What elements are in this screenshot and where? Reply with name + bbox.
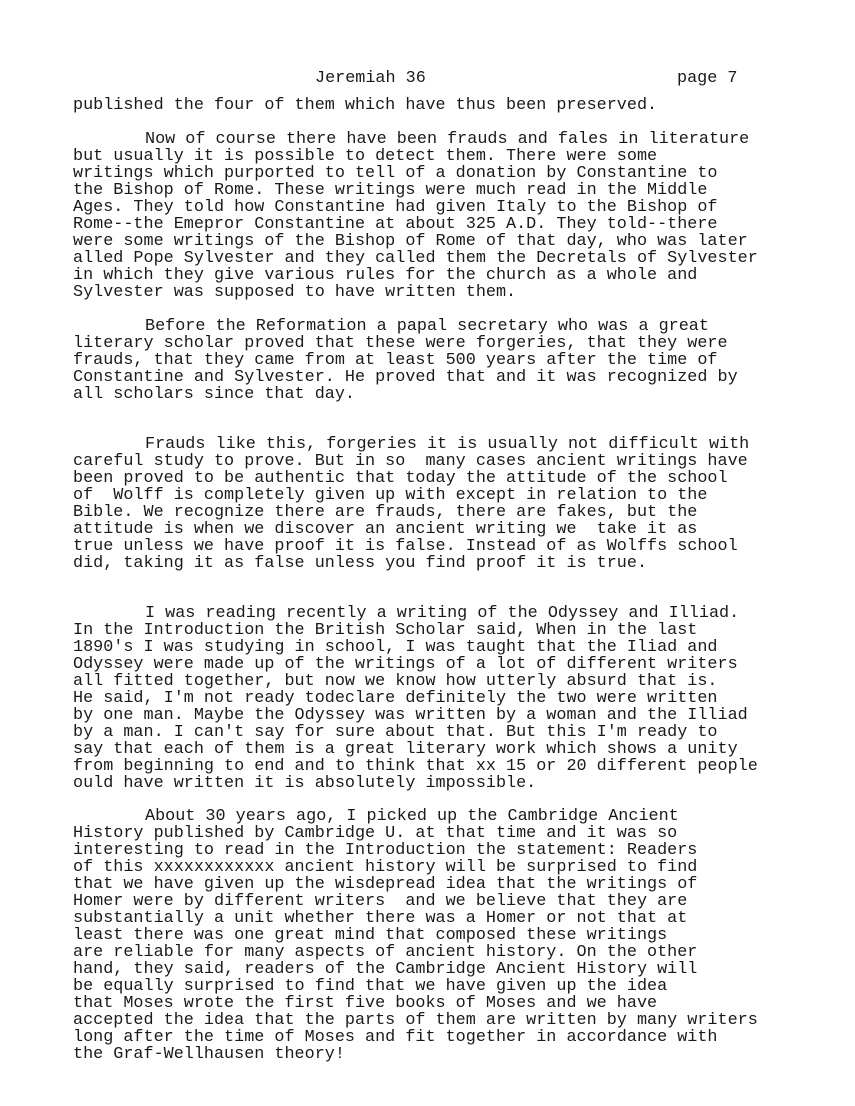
page-number: page 7 [677, 69, 738, 88]
text-line: of this xxxxxxxxxxxx ancient history will be surprised to find [73, 858, 698, 877]
document-body [73, 97, 758, 1063]
text-line: published the four of them which have thus been preserved. [73, 96, 658, 115]
text-line: Constantine and Sylvester. He proved that and it was recognized by [73, 368, 738, 387]
text-line: substantially a unit whether there was a Homer or not that at [73, 909, 688, 928]
text-line: attitude is when we discover an ancient writing we take it as [73, 520, 698, 539]
text-line: careful study to prove. But in so many cases ancient writings have [73, 452, 748, 471]
text-line: Frauds like this, forgeries it is usually not difficult with [145, 435, 750, 454]
text-line: interesting to read in the Introduction the statement: Readers [73, 841, 698, 860]
text-line: the Graf-Wellhausen theory! [73, 1045, 345, 1064]
text-line: 1890's I was studying in school, I was taught that the Iliad and [73, 638, 718, 657]
text-line: all scholars since that day. [73, 385, 355, 404]
text-line: but usually it is possible to detect them. There were some [73, 147, 658, 166]
text-line: He said, I'm not ready todeclare definitely the two were written [73, 689, 718, 708]
text-line: Rome--the Emepror Constantine at about 325 A.D. They told--there [73, 215, 718, 234]
text-line: true unless we have proof it is false. Instead of as Wolffs school [73, 537, 738, 556]
paragraph [73, 808, 758, 1063]
text-line: from beginning to end and to think that xx 15 or 20 different people [73, 757, 758, 776]
text-line: by one man. Maybe the Odyssey was written by a woman and the Illiad [73, 706, 748, 725]
text-line: Homer were by different writers and we believe that they are [73, 892, 688, 911]
text-line: In the Introduction the British Scholar said, When in the last [73, 621, 698, 640]
text-line: Sylvester was supposed to have written them. [73, 283, 517, 302]
paragraph [73, 318, 758, 403]
text-line: hand, they said, readers of the Cambridge Ancient History will [73, 960, 698, 979]
text-line: History published by Cambridge U. at that time and it was so [73, 824, 678, 843]
document-title: Jeremiah 36 [315, 69, 426, 88]
text-line: writings which purported to tell of a donation by Constantine to [73, 164, 718, 183]
paragraph [73, 605, 758, 792]
text-line: About 30 years ago, I picked up the Cambridge Ancient [145, 807, 679, 826]
text-line: been proved to be authentic that today the attitude of the school [73, 469, 728, 488]
text-line: long after the time of Moses and fit together in accordance with [73, 1028, 718, 1047]
text-line: Now of course there have been frauds and fales in literature [145, 130, 750, 149]
text-line: I was reading recently a writing of the Odyssey and Illiad. [145, 604, 740, 623]
text-line: frauds, that they came from at least 500 years after the time of [73, 351, 718, 370]
text-line: Bible. We recognize there are frauds, there are fakes, but the [73, 503, 698, 522]
paragraph [73, 436, 758, 572]
text-line: all fitted together, but now we know how utterly absurd that is. [73, 672, 718, 691]
text-line: least there was one great mind that composed these writings [73, 926, 668, 945]
text-line: be equally surprised to find that we have given up the idea [73, 977, 668, 996]
paragraph [73, 97, 758, 114]
text-line: are reliable for many aspects of ancient history. On the other [73, 943, 698, 962]
text-line: were some writings of the Bishop of Rome of that day, who was later [73, 232, 748, 251]
text-line: of Wolff is completely given up with except in relation to the [73, 486, 708, 505]
text-line: Odyssey were made up of the writings of a lot of different writers [73, 655, 738, 674]
text-line: say that each of them is a great literary work which shows a unity [73, 740, 738, 759]
text-line: in which they give various rules for the church as a whole and [73, 266, 698, 285]
text-line: Before the Reformation a papal secretary who was a great [145, 317, 709, 336]
text-line: the Bishop of Rome. These writings were much read in the Middle [73, 181, 708, 200]
text-line: literary scholar proved that these were forgeries, that they were [73, 334, 728, 353]
text-line: that Moses wrote the first five books of Moses and we have [73, 994, 658, 1013]
text-line: alled Pope Sylvester and they called them the Decretals of Sylvester [73, 249, 758, 268]
text-line: did, taking it as false unless you find proof it is true. [73, 554, 648, 573]
text-line: that we have given up the wisdepread idea that the writings of [73, 875, 698, 894]
paragraph [73, 131, 758, 301]
text-line: accepted the idea that the parts of them are written by many writers [73, 1011, 758, 1030]
text-line: ould have written it is absolutely impossible. [73, 774, 537, 793]
text-line: by a man. I can't say for sure about that. But this I'm ready to [73, 723, 718, 742]
text-line: Ages. They told how Constantine had given Italy to the Bishop of [73, 198, 718, 217]
